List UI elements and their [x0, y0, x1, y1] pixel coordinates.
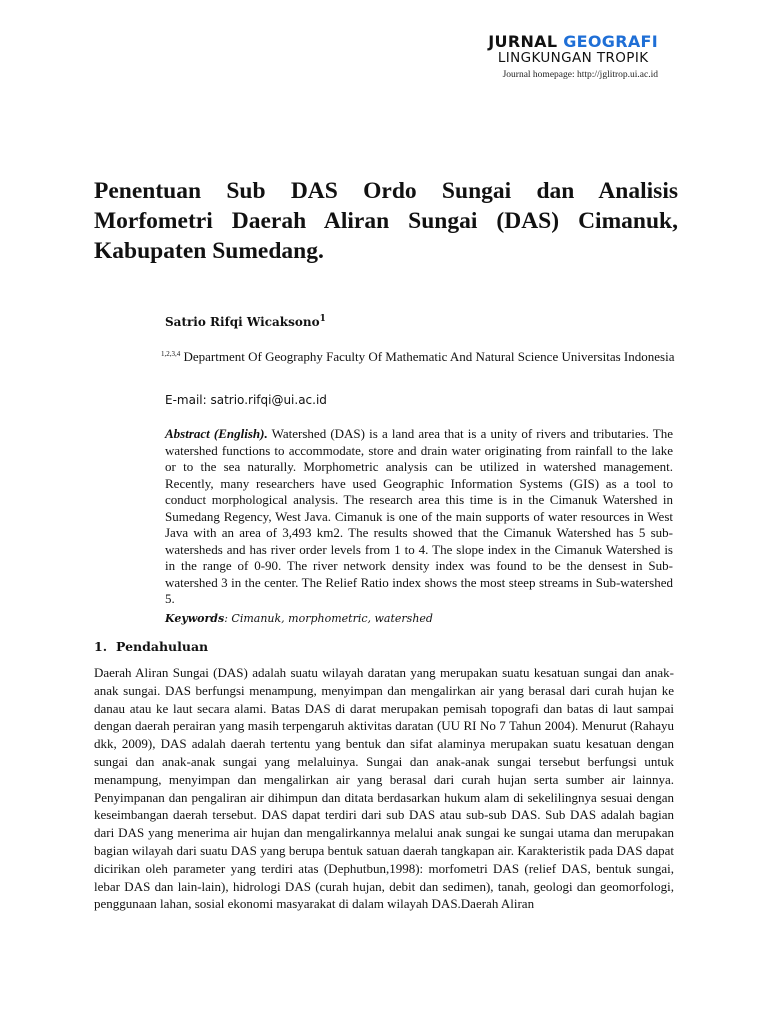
- abstract-label: Abstract (English).: [165, 426, 268, 441]
- keywords: [165, 612, 433, 625]
- section-title: Pendahuluan: [116, 639, 209, 654]
- section-heading: [94, 639, 208, 654]
- section-body-paragraph: Daerah Aliran Sungai (DAS) adalah suatu wilayah daratan yang merupakan suatu kesatuan sungai dan anak-anak sungai. DAS berfungsi menampung, menyimpan dan mengalirkan air yang berasal dari curah hujan ke danau atau ke laut secara alami. Batas DAS di darat merupakan pemisah topografi dan batas di laut sampai dengan daerah perairan yang masih terpengaruh aktivitas daratan (UU RI No 7 Tahun 2004). Menurut (Rahayu dkk, 2009), DAS adalah daerah tertentu yang bentuk dan sifat alaminya merupakan suatu kesatuan dengan sungai dan anak-anak sungai yang melaluinya. Sungai dan anak-anak sungai tersebut berfungsi untuk menampung, menyimpan dan mengalirkan air yang berasal dari curah hujan serta sumber air lainnya. Penyimpanan dan pengaliran air dihimpun dan ditata berdasarkan hukum alam di sekelilingnya sesuai dengan keseimbangan daerah tersebut. DAS dapat terdiri dari sub DAS atau sub-sub DAS. Sub DAS adalah bagian dari DAS yang menerima air hujan dan mengalirkannya melalui anak sungai ke sungai utama dan merupakan bagian wilayah dari suatu DAS yang berupa bentuk satuan daerah tangkapan air. Karakteristik pada DAS dapat dicirikan oleh parameter yang terdiri atas (Dephutbun,1998): morfometri DAS (relief DAS, bentuk sungai, lebar DAS dan lain-lain), hidrologi DAS (curah hujan, debit dan sedimen), tanah, geologi dan geomorfologi, penggunaan lahan, sosial ekonomi masyarakat di dalam wilayah DAS.Daerah Aliran: [94, 665, 674, 912]
- keywords-text: : Cimanuk, morphometric, watershed: [224, 612, 433, 625]
- author-email: E-mail: satrio.rifqi@ui.ac.id: [165, 393, 327, 407]
- journal-subtitle: LINGKUNGAN TROPIK: [497, 50, 649, 66]
- journal-homepage: Journal homepage: http://jglitrop.ui.ac.id: [502, 70, 658, 80]
- affiliation-superscript: 1,2,3,4: [161, 350, 181, 358]
- author-superscript: 1: [319, 314, 326, 324]
- journal-name: [488, 34, 658, 50]
- abstract: [165, 426, 673, 608]
- journal-logo: [488, 34, 658, 66]
- abstract-text: Watershed (DAS) is a land area that is a unity of rivers and tributaries. The watershed functions to accommodate, store and drain water originating from rainfall to the lake or to the sea naturally. Morphometric analysis can be utilized in watershed management. Recently, many researchers have used Geographic Information Systems (GIS) as a tool to conduct morphological analysis. The research area this time is in the Cimanuk Watershed in Sumedang Regency, West Java. Cimanuk is one of the main supports of water resources in West Java with an area of 3,493 km2. The results showed that the Cimanuk Watershed has 5 sub-watersheds and has river order levels from 1 to 4. The slope index in the Cimanuk Watershed is in the range of 0-90. The river network density index was found to be the densest in Sub-watershed 3 in the center. The Relief Ratio index shows the most steep streams in Sub-watershed 5.: [165, 426, 674, 606]
- keywords-label: Keywords: [165, 612, 225, 625]
- journal-name-part2: GEOGRAFI: [563, 32, 658, 51]
- affiliation-text: Department Of Geography Faculty Of Mathematic And Natural Science Universitas Indonesia: [183, 349, 675, 364]
- author-name-text: Satrio Rifqi Wicaksono: [165, 315, 320, 329]
- section-number: 1.: [94, 639, 108, 654]
- author-name: [165, 314, 326, 329]
- journal-name-part1: JURNAL: [488, 32, 558, 51]
- author-affiliation: [161, 346, 677, 365]
- article-title: Penentuan Sub DAS Ordo Sungai dan Analisis Morfometri Daerah Aliran Sungai (DAS) Cimanuk, Kabupaten Sumedang.: [94, 178, 678, 264]
